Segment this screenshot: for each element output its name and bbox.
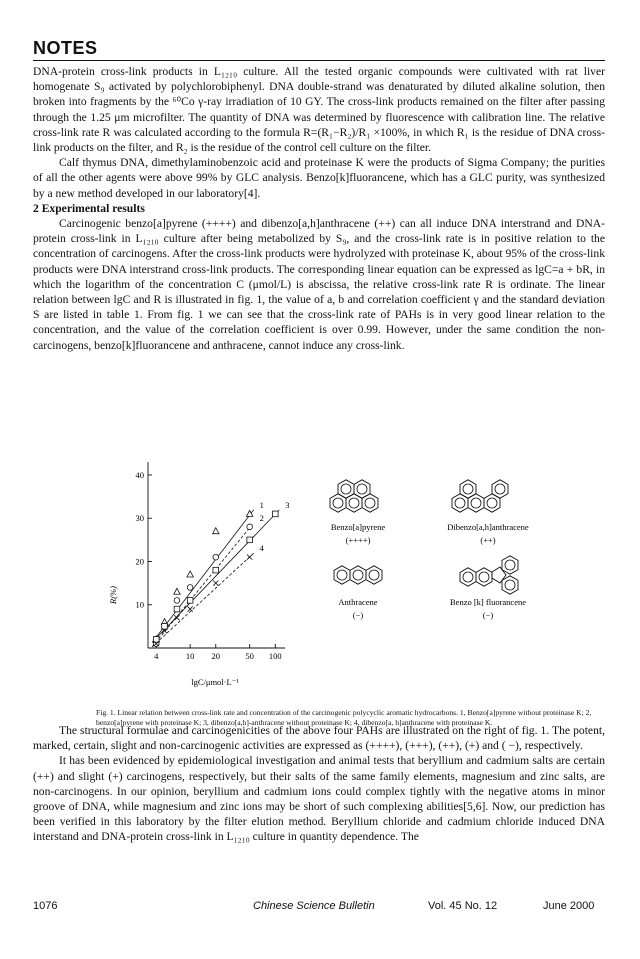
data-point <box>174 598 180 604</box>
structure-label: Dibenzo[a,h]anthracene <box>447 522 529 532</box>
data-point <box>247 555 252 560</box>
anthracene-structure <box>334 566 382 584</box>
y-tick-label: 30 <box>135 513 144 524</box>
structure-activity: (++) <box>480 535 496 545</box>
x-tick-label: 20 <box>211 651 221 661</box>
series-label-3: 3 <box>285 499 290 510</box>
structures-panel <box>300 465 600 655</box>
data-point <box>246 510 252 516</box>
page-number: 1076 <box>33 900 58 912</box>
figure-caption: Fig. 1. Linear relation between cross-link rate and concentration of the carcinogenic polycyclic aromatic hydrocarbons. 1, Benzo[a]pyrene without proteinase K; 2, benzo[a]pyrene with proteinase K; 3, dibenzo[a,h]-anthracene without proteinase K; 4, dibenzo[a, h]anthracene with proteinase K. <box>96 708 592 727</box>
cross-link-chart <box>100 450 300 690</box>
data-point <box>174 606 180 612</box>
data-point <box>187 571 193 577</box>
structure-label: Benzo [k] fluorancene <box>450 597 526 607</box>
x-tick-label: 100 <box>268 651 282 661</box>
paragraph-metals: It has been evidenced by epidemiological investigation and animal tests that beryllium and cadmium salts are certain (++) and slight (+) carcinogens, respectively, but their salts of the same family elements, magnesium and zinc salts, are non-carcinogens. In our opinion, beryllium and cadmium ions could complex tightly with the negative atoms in minor groove of DNA, while magnesium and zinc ions may be short of such complexing abilities[5,6]. Now, our prediction has been verified in this laboratory by the filter elution method. Beryllium chloride and cadmium chloride induced DNA interstand and DNA-protein cross-link in L₁₂₁₀ culture in quantity dependence. The <box>33 754 605 844</box>
publication-date: June 2000 <box>543 900 595 912</box>
data-point <box>213 528 219 534</box>
journal-name: Chinese Science Bulletin <box>253 900 375 912</box>
data-point <box>188 606 193 611</box>
x-tick-label: 4 <box>154 651 159 661</box>
section-heading: 2 Experimental results <box>33 201 145 215</box>
paragraph-materials: Calf thymus DNA, dimethylaminobenzoic acid and proteinase K were the products of Sigma Company; the purities of all the other agents were above 99% by GLC analysis. Benzo[k]fluorancene, which has a GLC purity, was synthesized by a new method developed in our laboratory[4]. <box>33 156 605 200</box>
data-point <box>247 537 253 543</box>
structure-activity: (++++) <box>345 535 371 545</box>
benzo-a-pyrene-structure <box>330 480 378 512</box>
paragraph-results: Carcinogenic benzo[a]pyrene (++++) and dibenzo[a,h]anthracene (++) can all induce DNA interstrand and DNA-protein cross-link in L₁₂₁₀ culture after being metabolized by S₉, and the cross-link rate is in positive relation to the concentration of carcinogens. After the cross-link products were hydrolyzed with proteinase K, about 95% of the cross-link products were DNA interstrand cross-link products. The corresponding linear equation can be expressed as lgC=a + bR, in which the logarithm of the concentration C (μmol/L) is abscissa, the relative cross-link rate R is ordinate. The linear relation between lgC and R is illustrated in fig. 1, the value of a, b and correlation coefficient γ and the standard deviation S are listed in table 1. From fig. 1 we can see that the cross-link rate of PAHs is in very good linear relation to the concentration, and the value of the correlation coefficient is over 0.99. However, under the same condition the non-carcinogens, benzo[k]fluorancene and anthracene, cannot induce any cross-link. <box>33 217 605 352</box>
series-label-2: 2 <box>259 512 264 523</box>
x-axis-label: lgC/μmol·L⁻¹ <box>191 677 239 687</box>
structure-activity: (−) <box>352 610 364 620</box>
journal-section-title: NOTES <box>33 38 98 58</box>
figure-1 <box>100 450 600 690</box>
journal-volume: Vol. 45 No. 12 <box>428 900 498 912</box>
x-tick-label: 50 <box>245 651 254 661</box>
data-point <box>187 585 193 591</box>
structure-activity: (−) <box>482 610 494 620</box>
data-point <box>213 554 219 560</box>
data-point <box>187 598 193 604</box>
body-text-top <box>33 64 605 353</box>
y-tick-label: 40 <box>135 469 144 480</box>
paragraph-methods: DNA-protein cross-link products in L₁₂₁₀ culture. All the tested organic compounds were cultivated with rat liver homogenate S₉ activated by polychlorobiphenyl. DNA double-strand was denaturated by diluted alkaline solution, then broken into fragments by the ⁶⁰Co γ-ray irradiation of 10 GY. The cross-link products remained on the filter after passing through the 1.25 μm microfilter. The quantity of DNA was determined by fluorescence with calibration line. The relative cross-link rate R was calculated according to the formula R=(R₁−R₂)/R₁ ×100%, in which R₁ is the residue of DNA cross-link products on the filter, and R₂ is the residue of the control cell culture on the filter. <box>33 65 605 155</box>
data-point <box>174 588 180 594</box>
body-text-bottom <box>33 723 605 845</box>
benzo-k-fluorancene-structure <box>460 556 518 594</box>
data-point <box>174 615 179 620</box>
paragraph-structures: The structural formulae and carcinogenicities of the above four PAHs are illustrated on the right of fig. 1. The potent, marked, certain, slight and non-carcinogenic activities are expressed as (++++), (+++), (++), (+) and ( −), respectively. <box>33 724 605 753</box>
data-point <box>213 581 218 586</box>
data-point <box>213 567 219 573</box>
series-line-4 <box>152 553 253 647</box>
y-tick-label: 10 <box>135 599 144 610</box>
dibenzo-anthracene-structure <box>452 480 508 512</box>
x-tick-label: 10 <box>185 651 195 661</box>
series-line-1 <box>152 510 253 642</box>
header-rule <box>33 60 605 61</box>
data-point <box>272 511 278 517</box>
y-tick-label: 20 <box>135 556 144 567</box>
data-point <box>247 524 253 530</box>
series-label-1: 1 <box>259 499 264 510</box>
y-axis-label: R(%) <box>108 586 118 604</box>
structure-label: Benzo[a]pyrene <box>330 522 386 532</box>
structure-label: Anthracene <box>338 597 378 607</box>
series-label-4: 4 <box>259 543 264 554</box>
